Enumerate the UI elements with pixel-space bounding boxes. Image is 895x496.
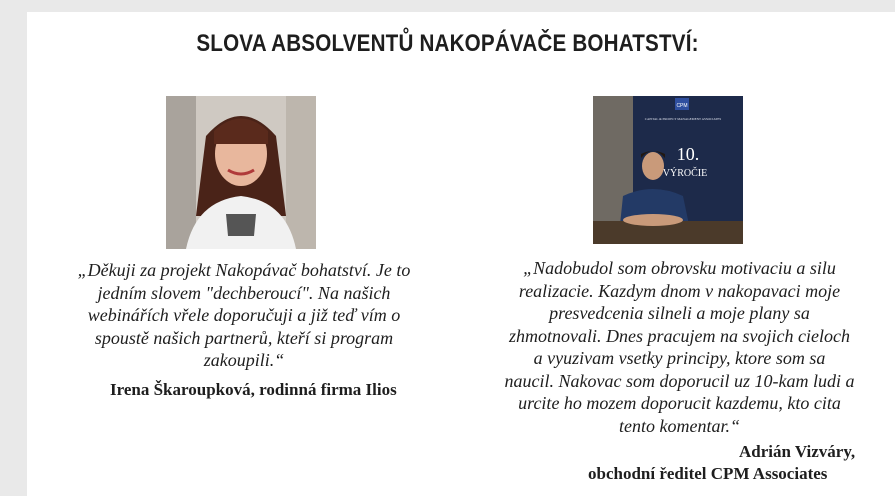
quote-line: tento komentar.“ [619,415,740,436]
anniversary-word-text: VÝROČIE [662,168,708,179]
quote-line: a vyuzivam vsetky principy, ktore som sa [533,348,826,368]
quote-line: spoustě našich partnerů, kteří si program [94,327,394,348]
anniversary-number-text: 10. [676,144,700,164]
quote-line: „Nadobudol som obrovsku motivaciu a silu [523,258,836,278]
cpm-logo-text: CPM [676,103,688,109]
testimonial-author-role-adrian: obchodní ředitel CPM Associates [588,464,828,483]
cpm-company-text: CAPITAL & PROJECT MANAGEMENT ASSOCIATES [644,117,722,121]
quote-line: webinářích vřele doporučuji a již teď vím o [87,305,401,325]
section-heading: SLOVA ABSOLVENTŮ NAKOPÁVAČE BOHATSTVÍ: [196,30,699,57]
quote-line: naucil. Nakovac som doporucil uz 10-kam ludi a [504,370,855,391]
testimonial-author-name-adrian: Adrián Vizváry, [739,442,856,461]
testimonial-photo-irena [166,96,316,249]
quote-line: realizacie. Kazdym dnom v nakopavaci moje [518,280,841,301]
quote-line: urcite ho mozem doporucit kazdemu, kto cita [518,393,841,413]
quote-line: zakoupili.“ [203,350,285,370]
testimonial-author-irena: Irena Škaroupková, rodinná firma Ilios [110,380,397,399]
quote-line: jedním slovem "dechberoucí". Na našich [97,282,391,303]
quote-line: presvedcenia silneli a moje plany sa [549,303,810,323]
quote-line: zhmotnovali. Dnes pracujem na svojich cieloch [509,325,850,346]
testimonial-photo-adrian [593,96,743,244]
quote-line: „Děkuji za projekt Nakopávač bohatství. Je to [77,260,411,280]
testimonial-quote-irena [40,259,448,372]
testimonial-quote-adrian [476,257,883,437]
